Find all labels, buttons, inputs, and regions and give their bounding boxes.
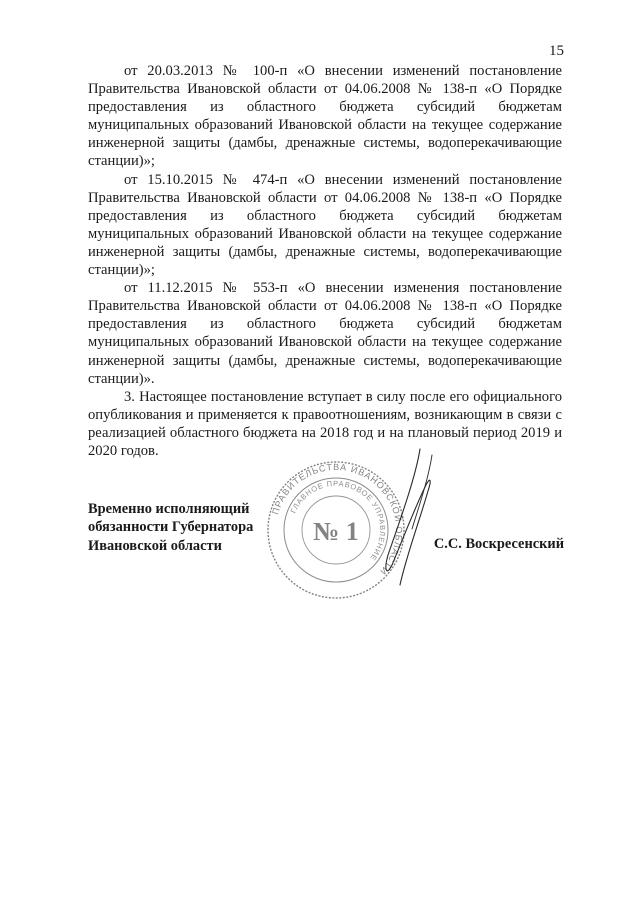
signatory-title-line: Временно исполняющий (88, 501, 250, 517)
signatory-title-line: Ивановской области (88, 537, 222, 554)
seal-outer-text: ПРАВИТЕЛЬСТВА ИВАНОВСКОЙ ОБЛАСТИ (270, 461, 405, 578)
signatory-title-line: обязанности Губернатора (88, 519, 254, 536)
signatory-title (88, 500, 288, 555)
paragraph-resolution-553p: от 11.12.2015 № 553-п «О внесении изменения постановление Правительства Ивановской области от 04.06.2008 № 138-п «О Порядке предоставления из областного бюджета субсидий бюджетам муниципальных образований Ивановской области на текущее содержание инженерной защиты (дамбы, дренажные системы, водоперекачивающие станции)». (88, 280, 562, 387)
signatory-name: С.С. Воскресенский (433, 536, 564, 552)
paragraph-resolution-100p: от 20.03.2013 № 100-п «О внесении изменений постановление Правительства Ивановской области от 04.06.2008 № 138-п «О Порядке предоставления из областного бюджета субсидий бюджетам муниципальных образований Ивановской области на текущее содержание инженерной защиты (дамбы, дренажные системы, водоперекачивающие станции)»; (88, 63, 562, 170)
seal-inner-text: ГЛАВНОЕ ПРАВОВОЕ УПРАВЛЕНИЕ (288, 478, 388, 563)
page-number: 15 (549, 43, 564, 59)
seal-center-text: № 1 (313, 517, 359, 546)
document-body (88, 62, 562, 460)
handwritten-signature-icon (372, 445, 442, 595)
paragraph-resolution-474p: от 15.10.2015 № 474-п «О внесении изменений постановление Правительства Ивановской области от 04.06.2008 № 138-п «О Порядке предоставления из областного бюджета субсидий бюджетам муниципальных образований Ивановской области на текущее содержание инженерной защиты (дамбы, дренажные системы, водоперекачивающие станции)»; (88, 171, 562, 279)
paragraph-effective-date: 3. Настоящее постановление вступает в силу после его официального опубликования и применяется к правоотношениям, возникающим в связи с реализацией областного бюджета на 2018 год и на плановый период 2019 и 2020 годов. (88, 388, 562, 459)
